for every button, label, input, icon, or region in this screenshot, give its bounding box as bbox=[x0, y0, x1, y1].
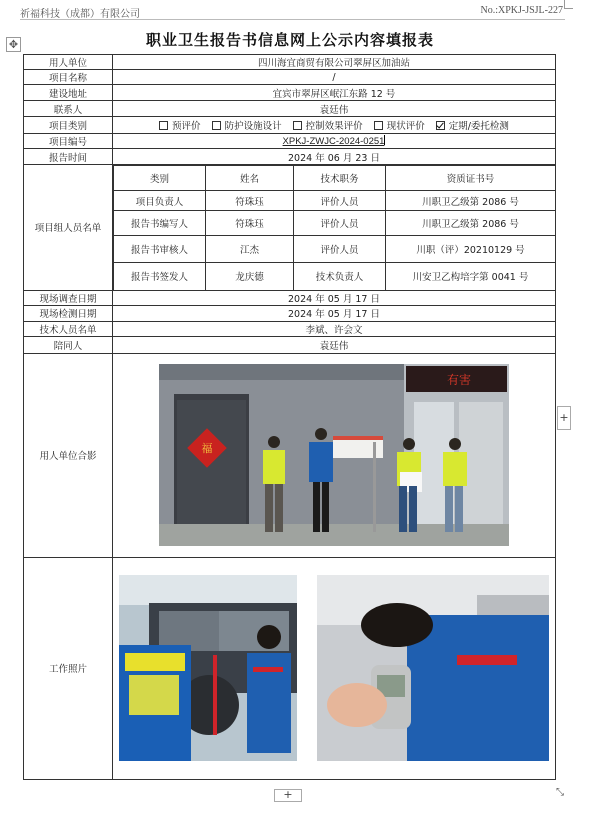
row-category bbox=[24, 117, 556, 134]
work-photo-2[interactable] bbox=[317, 575, 549, 761]
team-role[interactable]: 报告书签发人 bbox=[114, 263, 206, 290]
table-move-handle-icon[interactable]: ✥ bbox=[6, 37, 21, 52]
survey-date-label: 现场调查日期 bbox=[24, 290, 113, 305]
team-cert[interactable]: 川职卫乙级第 2086 号 bbox=[386, 191, 556, 211]
address-label: 建设地址 bbox=[24, 85, 113, 101]
row-address bbox=[24, 85, 556, 101]
screen-text: 有害 bbox=[446, 373, 472, 387]
contact-value[interactable]: 袁廷伟 bbox=[113, 101, 556, 117]
team-name[interactable]: 江杰 bbox=[206, 236, 294, 263]
project-number-label: 项目编号 bbox=[24, 134, 113, 149]
team-name[interactable]: 符珠珏 bbox=[206, 211, 294, 236]
page-corner-mark bbox=[564, 0, 573, 9]
row-group-photo bbox=[24, 353, 556, 557]
row-escort bbox=[24, 336, 556, 353]
category-option-periodic-testing[interactable]: 定期/委托检测 bbox=[434, 121, 511, 132]
row-tech-staff bbox=[24, 321, 556, 336]
table-resize-icon[interactable]: ⤡ bbox=[556, 787, 564, 798]
project-name-label: 项目名称 bbox=[24, 70, 113, 85]
escort-value[interactable]: 袁廷伟 bbox=[113, 336, 556, 353]
test-date-value[interactable]: 2024 年 05 月 17 日 bbox=[113, 305, 556, 321]
survey-date-value[interactable]: 2024 年 05 月 17 日 bbox=[113, 290, 556, 305]
team-header-title: 技术职务 bbox=[294, 166, 386, 191]
header-divider bbox=[20, 19, 565, 20]
row-employer bbox=[24, 55, 556, 70]
team-header-row bbox=[114, 166, 556, 191]
row-team bbox=[24, 165, 556, 291]
category-option-protection-design[interactable]: 防护设施设计 bbox=[210, 121, 284, 132]
team-header-category: 类别 bbox=[114, 166, 206, 191]
team-role[interactable]: 项目负责人 bbox=[114, 191, 206, 211]
tech-staff-label: 技术人员名单 bbox=[24, 321, 113, 336]
group-photo-label: 用人单位合影 bbox=[24, 353, 113, 557]
row-contact bbox=[24, 101, 556, 117]
row-report-time bbox=[24, 149, 556, 165]
checkbox-icon[interactable] bbox=[293, 121, 302, 130]
team-cert[interactable]: 川职（评）20210129 号 bbox=[386, 236, 556, 263]
category-option-status-evaluation[interactable]: 现状评价 bbox=[372, 121, 427, 132]
category-option-control-effect[interactable]: 控制效果评价 bbox=[291, 121, 365, 132]
text-cursor bbox=[384, 135, 385, 145]
header-doc-number: No.:XPKJ-JSJL-227 bbox=[480, 5, 563, 16]
project-number-value[interactable]: XPKJ-ZWJC-2024-0251 bbox=[282, 136, 385, 147]
header-company: 祈福科技（成都）有限公司 bbox=[20, 9, 140, 20]
checkbox-checked-icon[interactable] bbox=[436, 121, 445, 130]
team-row bbox=[114, 211, 556, 236]
address-value[interactable]: 宜宾市翠屏区岷江东路 12 号 bbox=[113, 85, 556, 101]
contact-label: 联系人 bbox=[24, 101, 113, 117]
report-form-table bbox=[23, 54, 556, 780]
team-row bbox=[114, 263, 556, 290]
row-work-photos bbox=[24, 557, 556, 779]
row-test-date bbox=[24, 305, 556, 321]
team-title[interactable]: 评价人员 bbox=[294, 191, 386, 211]
team-row bbox=[114, 236, 556, 263]
add-row-button[interactable]: + bbox=[274, 789, 302, 802]
project-number-cell[interactable] bbox=[113, 134, 556, 149]
team-row bbox=[114, 191, 556, 211]
report-time-label: 报告时间 bbox=[24, 149, 113, 165]
page-title: 职业卫生报告书信息网上公示内容填报表 bbox=[145, 31, 434, 49]
escort-label: 陪同人 bbox=[24, 336, 113, 353]
checkbox-icon[interactable] bbox=[374, 121, 383, 130]
team-title[interactable]: 技术负责人 bbox=[294, 263, 386, 290]
checkbox-icon[interactable] bbox=[212, 121, 221, 130]
checkbox-icon[interactable] bbox=[159, 121, 168, 130]
tech-staff-value[interactable]: 李斌、许会文 bbox=[113, 321, 556, 336]
sign-text: 福 bbox=[201, 442, 213, 455]
team-header-cert: 资质证书号 bbox=[386, 166, 556, 191]
add-column-button[interactable]: + bbox=[557, 406, 571, 430]
row-project-name bbox=[24, 70, 556, 85]
team-role[interactable]: 报告书审核人 bbox=[114, 236, 206, 263]
employer-value[interactable]: 四川海宜商贸有限公司翠屏区加油站 bbox=[113, 55, 556, 70]
team-title[interactable]: 评价人员 bbox=[294, 211, 386, 236]
team-label: 项目组人员名单 bbox=[24, 165, 113, 291]
team-role[interactable]: 报告书编写人 bbox=[114, 211, 206, 236]
category-label: 项目类别 bbox=[24, 117, 113, 134]
row-project-number bbox=[24, 134, 556, 149]
project-name-value[interactable]: / bbox=[113, 70, 556, 85]
employer-label: 用人单位 bbox=[24, 55, 113, 70]
team-cert[interactable]: 川安卫乙构培字第 0041 号 bbox=[386, 263, 556, 290]
category-option-pre-evaluation[interactable]: 预评价 bbox=[157, 121, 203, 132]
team-header-name: 姓名 bbox=[206, 166, 294, 191]
report-time-value[interactable]: 2024 年 06 月 23 日 bbox=[113, 149, 556, 165]
row-survey-date bbox=[24, 290, 556, 305]
group-photo[interactable] bbox=[159, 364, 509, 546]
team-title[interactable]: 评价人员 bbox=[294, 236, 386, 263]
team-name[interactable]: 符珠珏 bbox=[206, 191, 294, 211]
work-photo-1[interactable] bbox=[119, 575, 297, 761]
work-photo-label: 工作照片 bbox=[24, 557, 113, 779]
team-name[interactable]: 龙庆德 bbox=[206, 263, 294, 290]
category-options bbox=[113, 117, 556, 134]
team-table bbox=[113, 165, 555, 290]
team-cert[interactable]: 川职卫乙级第 2086 号 bbox=[386, 211, 556, 236]
test-date-label: 现场检测日期 bbox=[24, 305, 113, 321]
